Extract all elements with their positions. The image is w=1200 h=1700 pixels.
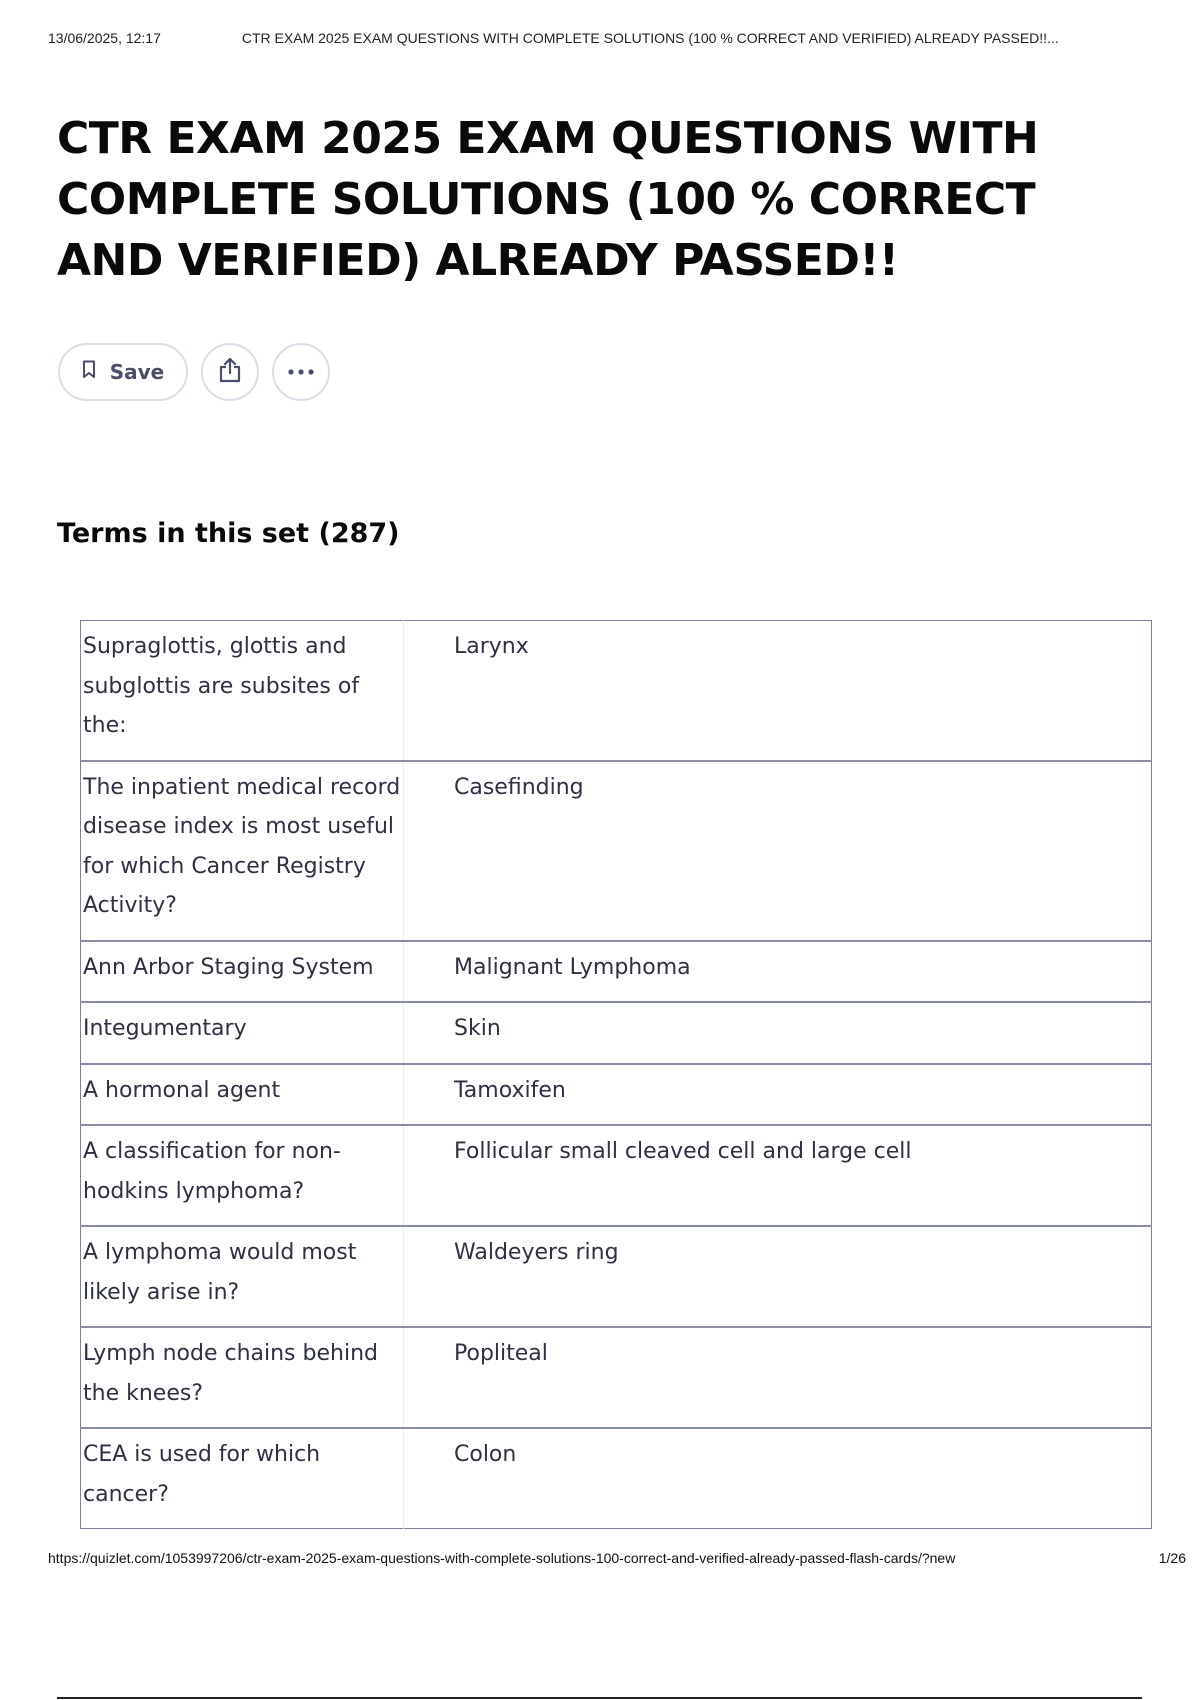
table-row [81, 621, 1152, 761]
term-cell: The inpatient medical record disease index is most useful for which Cancer Registry Activity? [81, 761, 404, 941]
more-icon [287, 365, 315, 380]
definition-cell: Waldeyers ring [404, 1226, 1152, 1327]
page-number: 1/26 [1158, 1550, 1186, 1566]
table-row [81, 1064, 1152, 1126]
definition-cell: Tamoxifen [404, 1064, 1152, 1126]
term-cell: Integumentary [81, 1002, 404, 1064]
definition-cell: Skin [404, 1002, 1152, 1064]
table-row [81, 761, 1152, 941]
print-header [48, 30, 1186, 46]
table-row [81, 1428, 1152, 1529]
definition-cell: Follicular small cleaved cell and large cell [404, 1125, 1152, 1226]
more-options-button[interactable] [272, 343, 330, 401]
page-title: CTR EXAM 2025 EXAM QUESTIONS WITH COMPLETE SOLUTIONS (100 % CORRECT AND VERIFIED) ALREADY PASSED!! [57, 113, 1039, 286]
table-row [81, 941, 1152, 1003]
print-datetime: 13/06/2025, 12:17 [48, 30, 161, 46]
share-icon [217, 356, 243, 388]
term-cell: CEA is used for which cancer? [81, 1428, 404, 1529]
share-button[interactable] [201, 343, 259, 401]
bookmark-icon [82, 360, 96, 384]
table-row [81, 1226, 1152, 1327]
terms-table-body [81, 621, 1152, 1529]
table-row [81, 1327, 1152, 1428]
terms-table [80, 620, 1152, 1529]
definition-cell: Popliteal [404, 1327, 1152, 1428]
term-cell: Lymph node chains behind the knees? [81, 1327, 404, 1428]
print-header-title: CTR EXAM 2025 EXAM QUESTIONS WITH COMPLETE SOLUTIONS (100 % CORRECT AND VERIFIED) ALREADY PASSED!!... [241, 30, 1059, 46]
term-cell: A lymphoma would most likely arise in? [81, 1226, 404, 1327]
term-cell: A classification for non-hodkins lymphoma? [81, 1125, 404, 1226]
term-cell: A hormonal agent [81, 1064, 404, 1126]
terms-heading: Terms in this set (287) [57, 518, 400, 549]
definition-cell: Casefinding [404, 761, 1152, 941]
save-label: Save [109, 360, 165, 384]
term-cell: Supraglottis, glottis and subglottis are subsites of the: [81, 621, 404, 761]
table-row [81, 1125, 1152, 1226]
term-cell: Ann Arbor Staging System [81, 941, 404, 1003]
action-bar [58, 343, 330, 401]
table-row [81, 1002, 1152, 1064]
definition-cell: Larynx [454, 634, 529, 659]
bottom-divider [57, 1697, 1142, 1699]
page-url: https://quizlet.com/1053997206/ctr-exam-2025-exam-questions-with-complete-solutions-100-correct-and-verified-already-passed-flash-cards/?new [48, 1550, 956, 1566]
definition-cell: Malignant Lymphoma [404, 941, 1152, 1003]
save-button[interactable] [58, 343, 188, 401]
definition-cell: Colon [404, 1428, 1152, 1529]
print-footer [48, 1550, 1186, 1566]
